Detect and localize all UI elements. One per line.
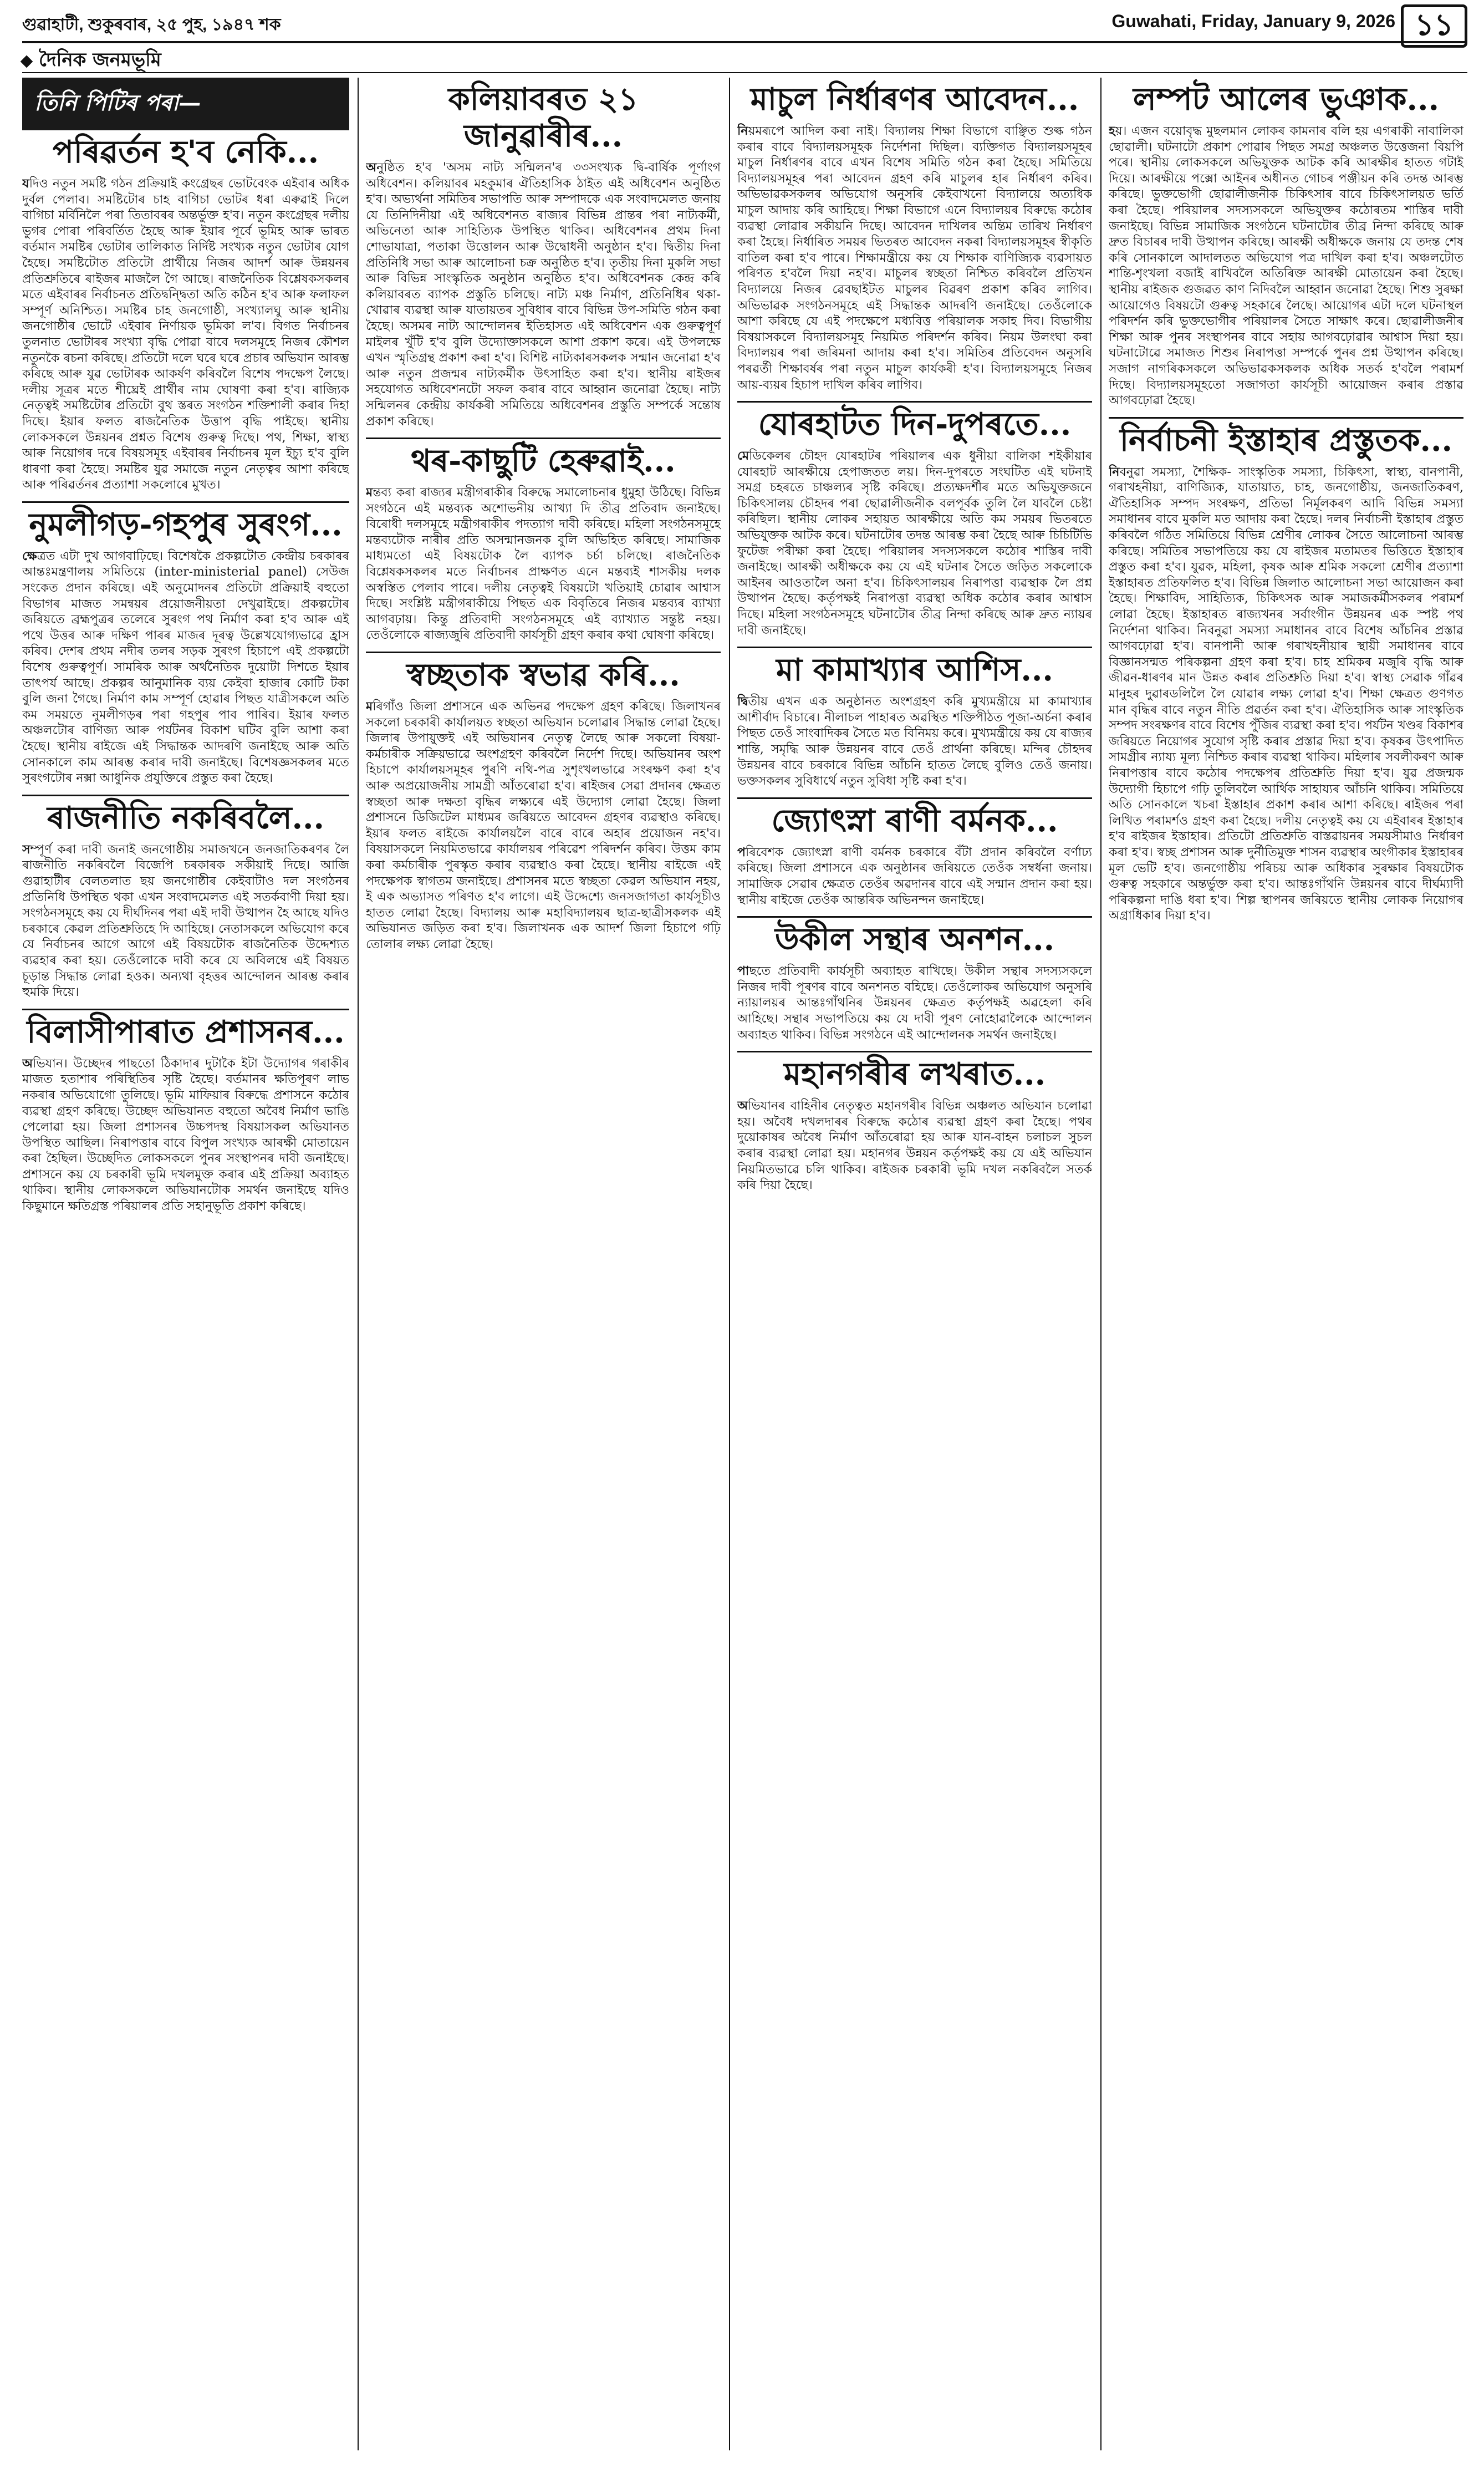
article-jyotsna [737, 802, 1092, 908]
article-divider [366, 438, 721, 439]
article-body: পাছতে প্ৰতিবাদী কাৰ্যসূচী অব্যাহত ৰাখিছে। উকীল সন্থাৰ সদস্যসকলে নিজৰ দাবী পূৰণৰ বাবে অনশনত বহিছে। তেওঁলোকৰ অভিযোগ অনুসৰি ন্যায়ালয়ৰ আন্তঃগাঁথনিৰ উন্নয়নৰ ক্ষেত্ৰত কৰ্তৃপক্ষই অৱহেলা কৰি আহিছে। সন্থাৰ সভাপতিয়ে কয় যে দাবী পূৰণ নোহোৱালৈকে আন্দোলন অব্যাহত থাকিব। বিভিন্ন সংগঠনে এই আন্দোলনক সমৰ্থন জনাইছে। [737, 964, 1092, 1042]
article-headline: কলিয়াবৰত ২১ জানুৱাৰীৰ... [448, 81, 639, 154]
article-jorhat [737, 406, 1092, 639]
article-body: দ্বিতীয় এখন এক অনুষ্ঠানত অংশগ্ৰহণ কৰি মুখ্যমন্ত্ৰীয়ে মা কামাখ্যাৰ আশীৰ্বাদ বিচাৰে। নীলাচল পাহাৰত অৱস্থিত শক্তিপীঠত পূজা-অৰ্চনা কৰাৰ পিছত তেওঁ সাংবাদিকৰ সৈতে মত বিনিময় কৰে। মুখ্যমন্ত্ৰীয়ে কয় যে ৰাজ্যৰ শান্তি, সমৃদ্ধি আৰু উন্নয়নৰ বাবে তেওঁ প্ৰাৰ্থনা কৰিছে। মন্দিৰ চৌহদৰ উন্নয়নৰ বাবে চৰকাৰে বিভিন্ন আঁচনি হাতত লৈছে বুলিও তেওঁ জনায়। ভক্তসকলৰ সুবিধাৰ্থে নতুন সুবিধা সৃষ্টি কৰা হ'ব। [737, 694, 1092, 789]
article-headline: উকীল সন্থাৰ অনশন... [774, 921, 1055, 958]
article-politics [22, 800, 349, 1001]
header-rule [22, 41, 1467, 43]
article-headline: লম্পট আলেৰ ভুঞাক... [1133, 81, 1439, 118]
article-divider [737, 1051, 1092, 1052]
article-headline: মা কামাখ্যাৰ আশিস... [776, 652, 1053, 689]
article-headline: পৰিৱৰ্তন হ'ব নেকি... [52, 134, 319, 170]
article-divider [366, 652, 721, 653]
article-divider [22, 1009, 349, 1010]
article-kamakhya [737, 652, 1092, 790]
column-2 [366, 78, 721, 2450]
article-headline: মহানগৰীৰ লখৰাত... [783, 1056, 1046, 1093]
article-kaliabor [366, 81, 721, 430]
article-divider [22, 795, 349, 796]
article-divider [22, 501, 349, 503]
article-fee [737, 81, 1092, 393]
article-headline: বিলাসীপাৰাত প্ৰশাসনৰ... [27, 1013, 345, 1050]
article-headline: মাচুল নিৰ্ধাৰণৰ আবেদন... [750, 81, 1079, 118]
article-body: যদিও নতুন সমষ্টি গঠন প্ৰক্ৰিয়াই কংগ্ৰেছৰ ভোটবেংক এইবাৰ অধিক দুৰ্বল পেলাব। সমষ্টিটোৰ চাহ বাগিচা ভোটৰ ধৰা এৰুৱাই দিলে বাগিচা মৰ্বিনিলৈ পৰা তিতাবৰৰ অন্তৰ্ভুক্ত হ'ব। নতুন কংগ্ৰেছৰ দলীয় ভুগৰ পোৰা পৰিবৰ্তিত হৈছে আৰু ইয়াৰ পূৰ্বে ভূমিহ আৰু ভাৰত বৰ্তমান সমষ্টিৰ ভোটাৰ তালিকাত নিৰ্দিষ্ট সংখ্যক নতুন ভোটাৰ যোগ হৈছে। সমষ্টিটোত প্ৰতিটো প্ৰাৰ্থীয়ে নিজৰ আদৰ্শ আৰু উন্নয়নৰ প্ৰতিশ্ৰুতিৰে ৰাইজৰ মাজলৈ গৈ আছে। ৰাজনৈতিক বিশ্লেষকসকলৰ মতে এইবাৰৰ নিৰ্বাচনত প্ৰতিদ্বন্দ্বিতা অতি কঠিন হ'ব আৰু ফলাফল সম্পূৰ্ণ অনিশ্চিত। সমষ্টিৰ চাহ জনগোষ্ঠী, সংখ্যালঘু আৰু স্থানীয় জনগোষ্ঠীৰ ভোটে এইবাৰ নিৰ্ণায়ক ভূমিকা ল'ব। বিগত নিৰ্বাচনৰ তুলনাত ভোটাৰৰ সংখ্যা বৃদ্ধি পোৱা বাবে দলসমূহে নিজৰ কৌশল নতুনকৈ ৰচনা কৰিছে। প্ৰতিটো দলে ঘৰে ঘৰে প্ৰচাৰ অভিযান আৰম্ভ কৰিছে আৰু যুৱ ভোটাৰক আকৰ্ষণ কৰিবলৈ বিশেষ পদক্ষেপ লৈছে। দলীয় সূত্ৰৰ মতে শীঘ্ৰেই প্ৰাৰ্থীৰ নাম ঘোষণা কৰা হ'ব। ৰাজ্যিক নেতৃত্বই সমষ্টিটোৰ প্ৰতিটো বুথ স্তৰত সংগঠন শক্তিশালী কৰাৰ দিহা দিছে। ইয়াৰ ফলত ৰাজনৈতিক উত্তাপ বৃদ্ধি পাইছে। স্থানীয় লোকসকলে উন্নয়নৰ প্ৰশ্নত বিশেষ গুৰুত্ব দিছে। পথ, শিক্ষা, স্বাস্থ্য আৰু নিয়োগৰ দৰে বিষয়সমূহ এইবাৰৰ নিৰ্বাচনৰ মূল ইচ্যু হ'ব বুলি ধাৰণা কৰা হৈছে। সমষ্টিৰ যুৱ সমাজে নতুন নেতৃত্বৰ আশা কৰিছে আৰু পৰিৱৰ্তনৰ প্ৰত্যাশা সকলোৰে মুখত। [22, 176, 349, 492]
page-number: ১১ [1401, 4, 1467, 48]
article-city [737, 1056, 1092, 1194]
column-4 [1109, 78, 1463, 2450]
masthead-title: দৈনিক জনমভূমি [39, 49, 161, 71]
article-headline: যোৰহাটত দিন-দুপৰতে... [758, 406, 1072, 443]
article-divider [737, 797, 1092, 799]
article-headline: জ্যোৎস্না ৰাণী বৰ্মনক... [771, 802, 1058, 839]
article-headline: ৰাজনীতি নকৰিবলৈ... [47, 799, 324, 836]
header-rule-thin [22, 72, 1467, 73]
article-body: অভিযান। উচ্ছেদৰ পাছতো ঠিকাদাৰ দুটাকৈ ইটা উদ্যোগৰ গৰাকীৰ মাজত হতাশাৰ পৰিস্থিতিৰ সৃষ্টি হৈছে। বৰ্তমানৰ ক্ষতিপূৰণ লাভ নকৰাৰ অভিযোগো তুলিছে। ভূমি মাফিয়াৰ বিৰুদ্ধে প্ৰশাসনে কঠোৰ ব্যৱস্থা গ্ৰহণ কৰিছে। উচ্ছেদ অভিযানত বহুতো অবৈধ নিৰ্মাণ ভাঙি পেলোৱা হয়। জিলা প্ৰশাসনৰ উচ্চপদস্থ বিষয়াসকল অভিযানত উপস্থিত আছিল। নিৰাপত্তাৰ বাবে বিপুল সংখ্যক আৰক্ষী মোতায়েন কৰা হৈছিল। উচ্ছেদিত লোকসকলে পুনৰ সংস্থাপনৰ দাবী জনাইছে। প্ৰশাসনে কয় যে চৰকাৰী ভূমি দখলমুক্ত কৰাৰ এই প্ৰক্ৰিয়া অব্যাহত থাকিব। স্থানীয় লোকসকলে অভিযানটোক সমৰ্থন জনাইছে যদিও কিছুমানে ক্ষতিগ্ৰস্ত পৰিয়ালৰ প্ৰতি সহানুভূতি প্ৰকাশ কৰিছে। [22, 1056, 349, 1214]
article-divider [737, 647, 1092, 648]
date-line-assamese: গুৱাহাটী, শুকুৰবাৰ, ২৫ পুহ, ১৯৪৭ শক [22, 16, 281, 34]
article-change [22, 134, 349, 494]
date-line-english: Guwahati, Friday, January 9, 2026 [1111, 11, 1395, 31]
article-divider [737, 401, 1092, 403]
article-headline: নিৰ্বাচনী ইস্তাহাৰ প্ৰস্তুতক... [1119, 421, 1453, 459]
article-body: নিবনুৱা সমস্যা, শৈক্ষিক- সাংস্কৃতিক সমস্যা, চিকিৎসা, স্বাস্থ্য, বানপানী, গৰাখহনীয়া, বাণিজ্যিক, যাতায়াত, চাহ, জনগোষ্ঠীয়, জনজাতিকৰণ, ঐতিহাসিক সম্পদ সংৰক্ষণ, প্ৰতিভা নিৰ্মূলকৰণ আদি বিভিন্ন সমস্যা সমাধানৰ বাবে মুকলি মত আদায় কৰা হৈছে। দলৰ নিৰ্বাচনী ইস্তাহাৰ প্ৰস্তুত কৰিবলৈ গঠিত সমিতিয়ে বিভিন্ন শ্ৰেণীৰ লোকৰ সৈতে আলোচনা আৰম্ভ কৰিছে। সমিতিৰ সভাপতিয়ে কয় যে ৰাইজৰ মতামতৰ ভিত্তিতে ইস্তাহাৰ প্ৰস্তুত কৰা হ'ব। যুৱক, মহিলা, কৃষক আৰু শ্ৰমিক সকলো শ্ৰেণীৰ প্ৰত্যাশা ইস্তাহাৰত প্ৰতিফলিত হ'ব। বিভিন্ন জিলাত আলোচনা সভা আয়োজন কৰা হৈছে। শিক্ষাবিদ, সাহিত্যিক, চিকিৎসক আৰু সমাজকৰ্মীসকলৰ পৰামৰ্শ লোৱা হৈছে। ইস্তাহাৰত ৰাজ্যখনৰ সৰ্বাংগীন উন্নয়নৰ এক স্পষ্ট পথ নিৰ্দেশনা থাকিব। নিবনুৱা সমস্যা সমাধানৰ বাবে বিশেষ আঁচনিৰ প্ৰস্তাৱ আগবঢ়োৱা হ'ব। বানপানী আৰু গৰাখহনীয়াৰ স্থায়ী সমাধানৰ বাবে বিজ্ঞানসন্মত পৰিকল্পনা গ্ৰহণ কৰা হ'ব। চাহ শ্ৰমিকৰ মজুৰি বৃদ্ধি আৰু জীৱন-ধাৰণৰ মান উন্নত কৰাৰ প্ৰতিশ্ৰুতি দিয়া হ'ব। স্বাস্থ্য সেৱাক গাঁৱৰ মানুহৰ দুৱাৰডলিলৈ লৈ যোৱাৰ লক্ষ্য লোৱা হ'ব। শিক্ষা ক্ষেত্ৰত গুণগত মান বৃদ্ধিৰ বাবে নতুন নীতি প্ৰৱৰ্তন কৰা হ'ব। ঐতিহাসিক আৰু সাংস্কৃতিক সম্পদ সংৰক্ষণৰ বাবে বিশেষ পুঁজিৰ ব্যৱস্থা কৰা হ'ব। পৰ্যটন খণ্ডৰ বিকাশৰ জৰিয়তে নিয়োগৰ সুযোগ সৃষ্টি কৰাৰ প্ৰস্তাৱ দিয়া হ'ব। কৃষকৰ উৎপাদিত সামগ্ৰীৰ ন্যায্য মূল্য নিশ্চিত কৰাৰ ব্যৱস্থা থাকিব। মহিলাৰ সবলীকৰণ আৰু নিৰাপত্তাৰ বাবে কঠোৰ পদক্ষেপৰ প্ৰতিশ্ৰুতি দিয়া হ'ব। যুৱ প্ৰজন্মক উদ্যোগী হিচাপে গঢ়ি তুলিবলৈ আৰ্থিক সাহায্যৰ আঁচনি থাকিব। সমিতিয়ে অতি সোনকালে খচৰা ইস্তাহাৰ প্ৰকাশ কৰাৰ আশা কৰিছে। ৰাইজৰ পৰা লিখিত পৰামৰ্শও গ্ৰহণ কৰা হৈছে। দলীয় নেতৃত্বই কয় যে এইবাৰৰ ইস্তাহাৰ হ'ব ৰাইজৰ ইস্তাহাৰ। প্ৰতিটো প্ৰতিশ্ৰুতি বাস্তৱায়নৰ সময়সীমাও নিৰ্ধাৰণ কৰা হ'ব। স্বচ্ছ প্ৰশাসন আৰু দুৰ্নীতিমুক্ত শাসন ব্যৱস্থাৰ অংগীকাৰ ইস্তাহাৰৰ মূল ভেটি হ'ব। জনগোষ্ঠীয় পৰিচয় আৰু অধিকাৰ সুৰক্ষাৰ বিষয়টোক গুৰুত্ব সহকাৰে অন্তৰ্ভুক্ত কৰা হ'ব। আন্তঃগাঁথনি উন্নয়নৰ বাবে দীৰ্ঘম্যাদী পৰিকল্পনা দাঙি ধৰা হ'ব। শিল্প স্থাপনৰ জৰিয়তে স্থানীয় লোকক নিয়োগৰ অগ্ৰাধিকাৰ দিয়া হ'ব। [1109, 464, 1463, 923]
section-banner: তিনি পিটিৰ পৰা— [22, 78, 349, 130]
article-lawyers [737, 921, 1092, 1043]
article-body: নিয়মৰূপে আদিল কৰা নাই। বিদ্যালয় শিক্ষা বিভাগে বাঞ্ছিত শুল্ক গঠন কৰাৰ বাবে বিদ্যালয়সমূহক নিৰ্দেশনা দিছিল। ব্যক্তিগত বিদ্যালয়সমূহৰ মাচুল নিৰ্ধাৰণৰ বাবে এখন বিশেষ সমিতি গঠন কৰা হৈছে। সমিতিয়ে বিদ্যালয়সমূহৰ পৰা আবেদন গ্ৰহণ কৰি মাচুলৰ হাৰ নিৰ্ধাৰণ কৰিব। অভিভাৱকসকলৰ অভিযোগ অনুসৰি কেইবাখনো বিদ্যালয়ে অত্যধিক মাচুল আদায় কৰি আহিছে। শিক্ষা বিভাগে এনে বিদ্যালয়ৰ বিৰুদ্ধে কঠোৰ ব্যৱস্থা লোৱাৰ সকীয়নি দিছে। আবেদন দাখিলৰ অন্তিম তাৰিখ নিৰ্ধাৰণ কৰা হৈছে। নিৰ্ধাৰিত সময়ৰ ভিতৰত আবেদন নকৰা বিদ্যালয়সমূহৰ স্বীকৃতি বাতিল কৰা হ'ব পাৰে। শিক্ষামন্ত্ৰীয়ে কয় যে শিক্ষাক বাণিজ্যিক ব্যৱসায়ত পৰিণত হ'বলৈ দিয়া নহ'ব। মাচুলৰ স্বচ্ছতা নিশ্চিত কৰিবলৈ প্ৰতিখন বিদ্যালয়ে নিজৰ ৱেবছাইটত মাচুলৰ বিৱৰণ প্ৰকাশ কৰিব লাগিব। অভিভাৱক সংগঠনসমূহে এই সিদ্ধান্তক আদৰণি জনাইছে। তেওঁলোকে আশা কৰিছে যে এই পদক্ষেপে মধ্যবিত্ত পৰিয়ালক সকাহ দিব। বিভাগীয় বিষয়াসকলে বিদ্যালয়সমূহ নিয়মিত পৰিদৰ্শন কৰিব। নিয়ম উলংঘা কৰা বিদ্যালয়ৰ পৰা জৰিমনা আদায় কৰা হ'ব। সমিতিৰ প্ৰতিবেদন অনুসৰি পৰৱৰ্তী শিক্ষাবৰ্ষৰ পৰা নতুন মাচুল কাৰ্যকৰী হ'ব। বিদ্যালয়সমূহে নিজৰ আয়-ব্যয়ৰ হিচাপ দাখিল কৰিব লাগিব। [737, 124, 1092, 392]
column-3 [737, 78, 1092, 2450]
column-1 [22, 78, 349, 2450]
article-body: মৰিগাঁও জিলা প্ৰশাসনে এক অভিনৱ পদক্ষেপ গ্ৰহণ কৰিছে। জিলাখনৰ সকলো চৰকাৰী কাৰ্যালয়ত স্বচ্ছতা অভিযান চলোৱাৰ সিদ্ধান্ত লোৱা হৈছে। জিলাৰ উপায়ুক্তই এই অভিযানৰ নেতৃত্ব লৈছে আৰু সকলো বিষয়া-কৰ্মচাৰীক সক্ৰিয়ভাৱে অংশগ্ৰহণ কৰিবলৈ নিৰ্দেশ দিছে। অভিযানৰ অংশ হিচাপে কাৰ্যালয়সমূহৰ পুৰণি নথি-পত্ৰ সুশৃংখলভাৱে সংৰক্ষণ কৰা হ'ব আৰু অপ্ৰয়োজনীয় সামগ্ৰী আঁতৰোৱা হ'ব। ৰাইজৰ সেৱা প্ৰদানৰ ক্ষেত্ৰত স্বচ্ছতা আৰু দক্ষতা বৃদ্ধিৰ লক্ষ্যৰে এই উদ্যোগ লোৱা হৈছে। জিলা প্ৰশাসনে ডিজিটেল মাধ্যমৰ জৰিয়তে আবেদন গ্ৰহণৰ ব্যৱস্থাও কৰিছে। ইয়াৰ ফলত ৰাইজে কাৰ্যালয়লৈ বাৰে বাৰে অহাৰ প্ৰয়োজন নহ'ব। বিষয়াসকলে নিয়মিতভাৱে কাৰ্যালয়ৰ পৰিৱেশ পৰিদৰ্শন কৰিব। উত্তম কাম কৰা কৰ্মচাৰীক পুৰস্কৃত কৰাৰ ব্যৱস্থাও কৰা হৈছে। স্থানীয় ৰাইজে এই পদক্ষেপক স্বাগতম জনাইছে। প্ৰশাসনৰ মতে স্বচ্ছতা কেৱল অভিযান নহয়, ই এক অভ্যাসত পৰিণত হ'ব লাগে। এই উদ্দেশ্যে জনসজাগতা কাৰ্যসূচীও হাতত লোৱা হৈছে। বিদ্যালয় আৰু মহাবিদ্যালয়ৰ ছাত্ৰ-ছাত্ৰীসকলক এই অভিযানত জড়িত কৰা হ'ব। জিলাখনক এক আদৰ্শ জিলা হিচাপে গঢ়ি তোলাৰ লক্ষ্য লোৱা হৈছে। [366, 699, 721, 952]
article-cleanliness [366, 657, 721, 953]
diamond-icon [21, 55, 33, 68]
column-divider [358, 78, 359, 2450]
article-manifesto [1109, 422, 1463, 924]
article-body: মেডিকেলৰ চৌহদ যোৰহাটৰ পৰিয়ালৰ এক ধুনীয়া বালিকা শইকীয়াৰ যোৰহাট আৰক্ষীয়ে হেপাজতত লয়। দিন-দুপৰতে সংঘটিত এই ঘটনাই সমগ্ৰ চহৰতে চাঞ্চল্যৰ সৃষ্টি কৰিছে। প্ৰত্যক্ষদৰ্শীৰ মতে অভিযুক্তজনে চিকিৎসালয় চৌহদৰ পৰা ছোৱালীজনীক বলপূৰ্বক তুলি লৈ যাবলৈ চেষ্টা কৰিছিল। স্থানীয় লোকৰ সহায়ত আৰক্ষীয়ে অতি কম সময়ৰ ভিতৰতে অভিযুক্তক আটক কৰে। ঘটনাটোৰ তদন্ত আৰম্ভ কৰা হৈছে আৰু চিচিটিভি ফুটেজ পৰীক্ষা কৰা হৈছে। পৰিয়ালৰ সদস্যসকলে কঠোৰ শাস্তিৰ দাবী জনাইছে। আৰক্ষী অধীক্ষকে কয় যে এই ঘটনাৰ সৈতে জড়িত সকলোকে আইনৰ আওতালৈ অনা হ'ব। চিকিৎসালয়ৰ নিৰাপত্তা ব্যৱস্থাক লৈ প্ৰশ্ন উত্থাপন হৈছে। কৰ্তৃপক্ষই নিৰাপত্তা ব্যৱস্থা অধিক কঠোৰ কৰাৰ আশ্বাস দিছে। মহিলা সংগঠনসমূহে ঘটনাটোৰ তীব্ৰ নিন্দা কৰিছে আৰু দ্ৰুত ন্যায়ৰ দাবী জনাইছে। [737, 449, 1092, 638]
article-body: ক্ষেত্ৰত এটা দুখ আগবাঢ়িছে। বিশেষকৈ প্ৰকল্পটোত কেন্দ্ৰীয় চৰকাৰৰ আন্তঃমন্ত্ৰণালয় সমিতিয়ে (inter-ministerial panel) সেউজ সংকেত প্ৰদান কৰিছে। এই অনুমোদনৰ প্ৰতিটো প্ৰক্ৰিয়াই বহুতো বিভাগৰ মাজত সমন্বয়ৰ প্ৰয়োজনীয়তা দেখুৱাইছে। প্ৰকল্পটোৰ জৰিয়তে ব্ৰহ্মপুত্ৰৰ তলেৰে সুৰংগ পথ নিৰ্মাণ কৰা হ'ব আৰু এই পথে উত্তৰ আৰু দক্ষিণ পাৰৰ মাজৰ দূৰত্ব উল্লেখযোগ্যভাৱে হ্ৰাস কৰিব। দেশৰ প্ৰথম নদীৰ তলৰ সড়ক সুৰংগ হিচাপে এই প্ৰকল্পটো বিশেষ গুৰুত্বপূৰ্ণ। সামৰিক আৰু অৰ্থনৈতিক দুয়োটা দিশতে ইয়াৰ তাৎপৰ্য আছে। প্ৰকল্পৰ আনুমানিক ব্যয় কেইবা হাজাৰ কোটি টকা বুলি জনা গৈছে। নিৰ্মাণ কাম সম্পূৰ্ণ হোৱাৰ পিছত যাত্ৰীসকলে অতি কম সময়তে নুমলীগড়ৰ পৰা গহপুৰ পাব পাৰিব। ইয়াৰ ফলত অঞ্চলটোৰ বাণিজ্য আৰু পৰ্যটনৰ বিকাশ ঘটিব বুলি আশা কৰা হৈছে। স্থানীয় ৰাইজে এই সিদ্ধান্তক আদৰণি জনাইছে আৰু অতি সোনকালে কাম আৰম্ভ কৰাৰ দাবী জনাইছে। বিশেষজ্ঞসকলৰ মতে সুৰংগটোৰ নক্সা আধুনিক প্ৰযুক্তিৰে প্ৰস্তুত কৰা হৈছে। [22, 548, 349, 786]
article-headline: থৰ-কাছুটি হেৰুৱাই... [411, 442, 676, 480]
article-divider [737, 916, 1092, 918]
article-minister-remark [366, 442, 721, 644]
article-tunnel [22, 506, 349, 787]
article-divider [1109, 417, 1463, 419]
article-headline: স্বচ্ছতাক স্বভাৱ কৰি... [406, 657, 680, 694]
column-divider [729, 78, 730, 2450]
article-body: পৰিবেশক জ্যোৎস্না ৰাণী বৰ্মনক চৰকাৰে বঁটা প্ৰদান কৰিবলৈ বৰ্ণাঢ্য কৰিছে। জিলা প্ৰশাসনে এক অনুষ্ঠানৰ জৰিয়তে তেওঁক সম্বৰ্ধনা জনায়। সামাজিক সেৱাৰ ক্ষেত্ৰত তেওঁৰ অৱদানৰ বাবে এই সন্মান প্ৰদান কৰা হয়। স্থানীয় ৰাইজে তেওঁক আন্তৰিক অভিনন্দন জনাইছে। [737, 845, 1092, 907]
article-body: অনুষ্ঠিত হ'ব 'অসম নাট্য সন্মিলন'ৰ ৩৩সংখ্যক দ্বি-বাৰ্ষিক পূৰ্ণাংগ অধিবেশন। কলিয়াবৰ মহকুমাৰ ঐতিহাসিক ঠাইত এই অধিবেশন অনুষ্ঠিত হ'ব। অভ্যৰ্থনা সমিতিৰ সভাপতি আৰু সম্পাদকে এক সংবাদমেলত জনায় যে তিনিদিনীয়া এই অধিবেশনত ৰাজ্যৰ বিভিন্ন প্ৰান্তৰ পৰা নাট্যকৰ্মী, অভিনেতা আৰু সাহিত্যিক উপস্থিত থাকিব। অধিবেশনৰ প্ৰথম দিনা শোভাযাত্ৰা, পতাকা উত্তোলন আৰু উদ্বোধনী অনুষ্ঠান হ'ব। দ্বিতীয় দিনা প্ৰতিনিধি সভা আৰু আলোচনা চক্ৰ অনুষ্ঠিত হ'ব। তৃতীয় দিনা মুকলি সভা আৰু বিভিন্ন সাংস্কৃতিক অনুষ্ঠান অনুষ্ঠিত হ'ব। অধিবেশনক কেন্দ্ৰ কৰি কলিয়াবৰত ব্যাপক প্ৰস্তুতি চলিছে। নাট্য মঞ্চ নিৰ্মাণ, প্ৰতিনিধিৰ থকা-খোৱাৰ ব্যৱস্থা আৰু যাতায়তৰ সুবিধাৰ বাবে বিভিন্ন উপ-সমিতি গঠন কৰা হৈছে। অসমৰ নাট্য আন্দোলনৰ ইতিহাসত এই অধিবেশন এক গুৰুত্বপূৰ্ণ মাইলৰ খুঁটি হ'ব বুলি উদ্যোক্তাসকলে আশা প্ৰকাশ কৰে। এই উপলক্ষে এখন স্মৃতিগ্ৰন্থ প্ৰকাশ কৰা হ'ব। বিশিষ্ট নাট্যকাৰসকলক সন্মান জনোৱা হ'ব আৰু নতুন প্ৰজন্মৰ নাট্যকৰ্মীক উৎসাহিত কৰা হ'ব। স্থানীয় ৰাইজৰ সহযোগত অধিবেশনটো সফল কৰাৰ বাবে আহ্বান জনোৱা হৈছে। নাট্য সন্মিলনৰ কেন্দ্ৰীয় কাৰ্যকৰী সমিতিয়ে অধিবেশনৰ প্ৰস্তুতি সম্পৰ্কে সন্তোষ প্ৰকাশ কৰিছে। [366, 160, 721, 429]
article-bilasipara [22, 1014, 349, 1215]
article-lampat [1109, 81, 1463, 409]
article-headline: নুমলীগড়-গহপুৰ সুৰংগ... [29, 506, 343, 543]
article-body: মন্তব্য কৰা ৰাজ্যৰ মন্ত্ৰীগৰাকীৰ বিৰুদ্ধে সমালোচনাৰ ধুমুহা উঠিছে। বিভিন্ন সংগঠনে এই মন্তব্যক অশোভনীয় আখ্যা দি তীব্ৰ প্ৰতিবাদ জনাইছে। বিৰোধী দলসমূহে মন্ত্ৰীগৰাকীৰ পদত্যাগ দাবী কৰিছে। মহিলা সংগঠনসমূহে মন্তব্যটোক নাৰীৰ প্ৰতি অসন্মানজনক বুলি অভিহিত কৰিছে। সামাজিক মাধ্যমতো এই বিষয়টোক লৈ ব্যাপক চৰ্চা চলিছে। ৰাজনৈতিক বিশ্লেষকসকলৰ মতে নিৰ্বাচনৰ প্ৰাক্ষণত এনে মন্তব্যই শাসকীয় দলক অস্বস্তিত পেলাব পাৰে। দলীয় নেতৃত্বই বিষয়টো খতিয়াই চোৱাৰ আশ্বাস দিছে। সংশ্লিষ্ট মন্ত্ৰীগৰাকীয়ে পিছত এক বিবৃতিৰে নিজৰ মন্তব্যৰ ব্যাখ্যা আগবঢ়ায়। কিন্তু প্ৰতিবাদী সংগঠনসমূহে এই ব্যাখ্যাত সন্তুষ্ট নহয়। তেওঁলোকে ৰাজ্যজুৰি প্ৰতিবাদী কাৰ্যসূচী গ্ৰহণ কৰাৰ কথা ঘোষণা কৰিছে। [366, 485, 721, 643]
article-body: অভিযানৰ বাহিনীৰ নেতৃত্বত মহানগৰীৰ বিভিন্ন অঞ্চলত অভিযান চলোৱা হয়। অবৈধ দখলদাৰৰ বিৰুদ্ধে কঠোৰ ব্যৱস্থা গ্ৰহণ কৰা হৈছে। পথৰ দুয়োকাষৰ অবৈধ নিৰ্মাণ আঁতৰোৱা হয় আৰু যান-বাহন চলাচল সুচল কৰাৰ ব্যৱস্থা লোৱা হয়। মহানগৰ উন্নয়ন কৰ্তৃপক্ষই কয় যে এই অভিযান নিয়মিতভাৱে চলি থাকিব। ৰাইজক চৰকাৰী ভূমি দখল নকৰিবলৈ সতৰ্ক কৰি দিয়া হৈছে। [737, 1098, 1092, 1193]
column-divider [1100, 78, 1101, 2450]
article-body: হয়। এজন বয়োবৃদ্ধ মুছলমান লোকৰ কামনাৰ বলি হয় এগৰাকী নাবালিকা ছোৱালী। ঘটনাটো প্ৰকাশ পোৱাৰ পিছত সমগ্ৰ অঞ্চলত উত্তেজনা বিয়পি পৰে। স্থানীয় লোকসকলে অভিযুক্তক আটক কৰি আৰক্ষীৰ হাতত গটাই দিয়ে। আৰক্ষীয়ে পক্সো আইনৰ অধীনত গোচৰ পঞ্জীয়ন কৰি তদন্ত আৰম্ভ কৰিছে। ভুক্তভোগী ছোৱালীজনীক চিকিৎসাৰ বাবে চিকিৎসালয়ত ভৰ্তি কৰা হৈছে। পৰিয়ালৰ সদস্যসকলে অভিযুক্তৰ কঠোৰতম শাস্তিৰ দাবী জনাইছে। বিভিন্ন সামাজিক সংগঠনে ঘটনাটোৰ তীব্ৰ নিন্দা কৰিছে আৰু দ্ৰুত বিচাৰৰ দাবী উত্থাপন কৰিছে। আৰক্ষী অধীক্ষকে জনায় যে তদন্ত শেষ কৰি সোনকালে আদালতত অভিযোগ পত্ৰ দাখিল কৰা হ'ব। অঞ্চলটোত শান্তি-শৃংখলা বজাই ৰাখিবলৈ অতিৰিক্ত আৰক্ষী মোতায়েন কৰা হৈছে। স্থানীয় ৰাইজক গুজৱত কাণ নিদিবলৈ আহ্বান জনোৱা হৈছে। শিশু সুৰক্ষা আয়োগেও বিষয়টো গুৰুত্ব সহকাৰে লৈছে। আয়োগৰ এটা দলে ঘটনাস্থল পৰিদৰ্শন কৰি ভুক্তভোগীৰ পৰিয়ালৰ সৈতে সাক্ষাৎ কৰে। ছোৱালীজনীৰ শিক্ষা আৰু পুনৰ সংস্থাপনৰ বাবে সহায় আগবঢ়োৱাৰ আশ্বাস দিয়া হয়। ঘটনাটোৱে সমাজত শিশুৰ নিৰাপত্তা সম্পৰ্কে পুনৰ প্ৰশ্ন উত্থাপন কৰিছে। সজাগ নাগৰিকসকলে অভিভাৱকসকলক অধিক সতৰ্ক হ'বলৈ পৰামৰ্শ দিছে। বিদ্যালয়সমূহতো সজাগতা কাৰ্যসূচী আয়োজন কৰাৰ প্ৰস্তাৱ আগবঢ়োৱা হৈছে। [1109, 124, 1463, 408]
article-body: সম্পূৰ্ণ কৰা দাবী জনাই জনগোষ্ঠীয় সমাজখনে জনজাতিকৰণৰ লৈ ৰাজনীতি নকৰিবলৈ বিজেপি চৰকাৰক সকীয়াই দিছে। আজি গুৱাহাটীৰ বেলতলাত ছয় জনগোষ্ঠীৰ কেইবাটাও দল সংগঠনৰ প্ৰতিনিধি উপস্থিত থকা এখন সংবাদমেলত এই সতৰ্কবাণী দিয়া হয়। সংগঠনসমূহে কয় যে দীৰ্ঘদিনৰ পৰা এই দাবী উত্থাপন হৈ আছে যদিও চৰকাৰে কেৱল প্ৰতিশ্ৰুতিহে দি আহিছে। নেতাসকলে অভিযোগ কৰে যে নিৰ্বাচনৰ আগে আগে এই বিষয়টোক ৰাজনৈতিক উদ্দেশ্যত ব্যৱহাৰ কৰা হয়। তেওঁলোকে দাবী কৰে যে অবিলম্বে এই বিষয়ত চূড়ান্ত সিদ্ধান্ত লোৱা হওক। অন্যথা বৃহত্তৰ আন্দোলন আৰম্ভ কৰাৰ হুমকি দিয়ে। [22, 842, 349, 1000]
